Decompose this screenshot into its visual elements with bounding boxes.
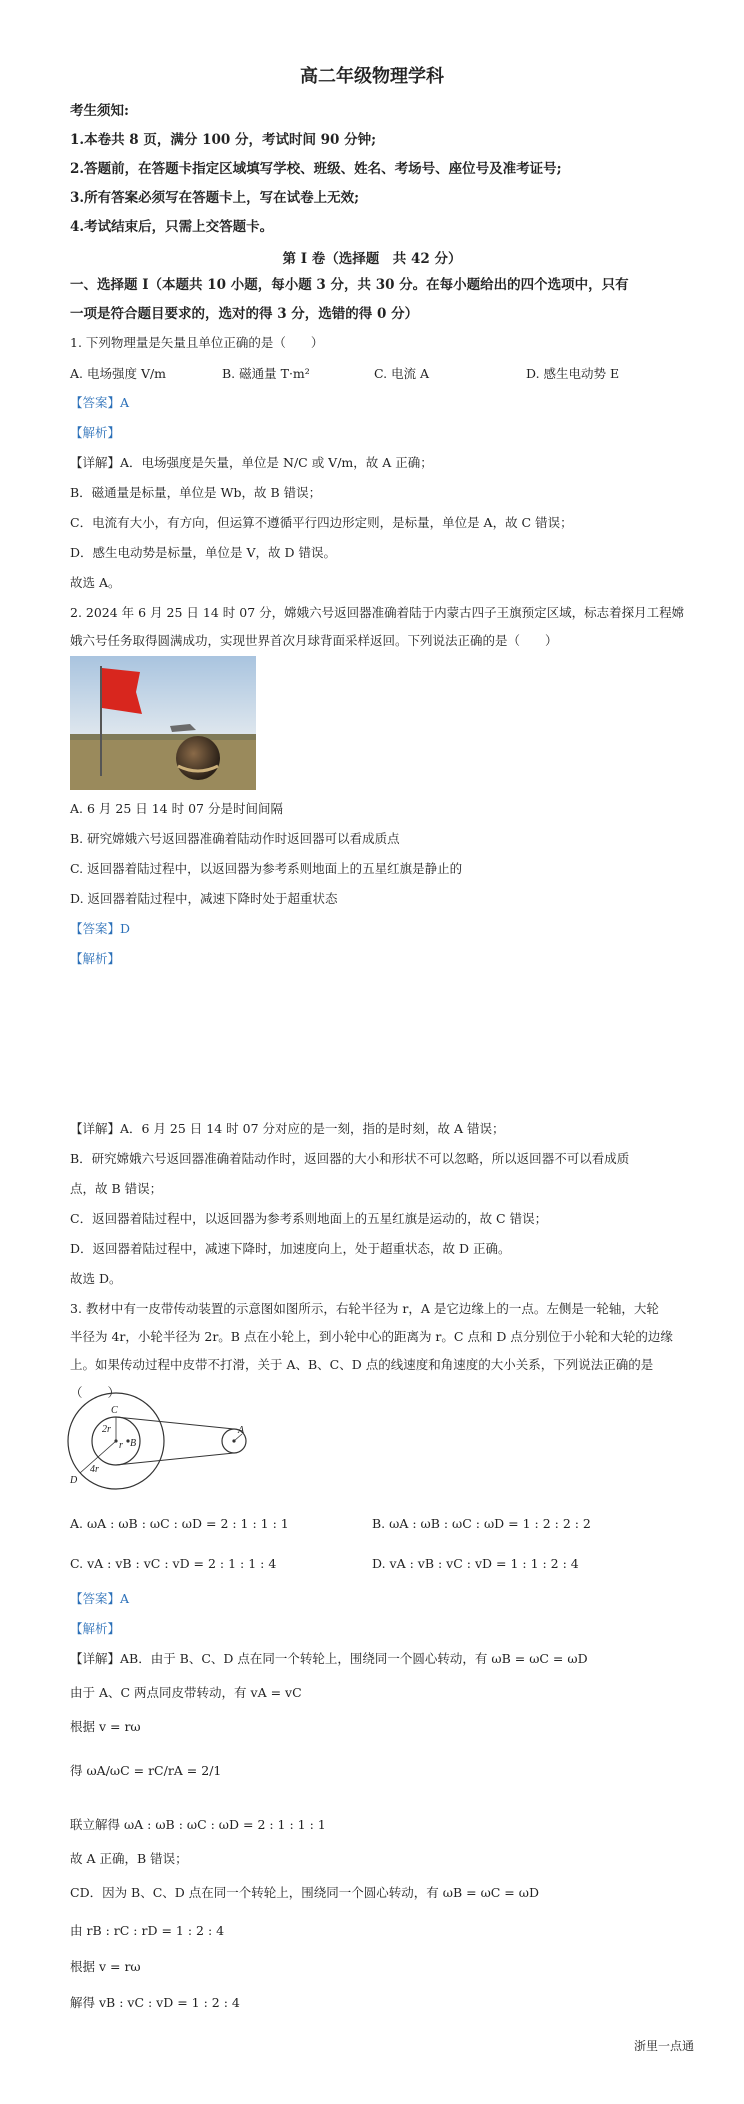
flag-icon (102, 668, 142, 714)
q1-option-d: D. 感生电动势 E (526, 366, 620, 381)
section-title: 第 I 卷（选择题 共 42 分） (282, 251, 462, 267)
q1-option-a: A. 电场强度 V/m (70, 366, 167, 381)
q3-option-d: D. vA : vB : vC : vD = 1 : 1 : 2 : 4 (372, 1556, 579, 1571)
capsule-icon (176, 736, 220, 780)
q2-option-b: B. 研究嫦娥六号返回器准确着陆动作时返回器可以看成质点 (70, 831, 400, 846)
q2-option-c: C. 返回器着陆过程中，以返回器为参考系则地面上的五星红旗是静止的 (70, 861, 463, 876)
label-r: r (119, 1440, 123, 1451)
q3-option-a: A. ωA : ωB : ωC : ωD = 2 : 1 : 1 : 1 (70, 1516, 289, 1531)
q2-analysis-label: 【解析】 (70, 951, 121, 966)
q3-stem: 3. 教材中有一皮带传动装置的示意图如图所示，右轮半径为 r，A 是它边缘上的一点。左侧是一轮轴，大轮 (70, 1301, 659, 1316)
label-4r: 4r (90, 1464, 99, 1475)
page-title: 高二年级物理学科 (300, 66, 444, 87)
q3-detail: 得 ωA/ωC = rC/rA = 2/1 (70, 1763, 222, 1778)
q2-answer: 【答案】D (70, 921, 131, 936)
landing-photo (70, 656, 256, 790)
q2-detail: D．返回器着陆过程中，减速下降时，加速度向上，处于超重状态，故 D 正确。 (70, 1241, 511, 1256)
q3-detail: 【详解】AB．由于 B、C、D 点在同一个转轮上，围绕同一个圆心转动，有 ωB = ωC = ωD (70, 1651, 588, 1666)
q3-stem: 半径为 4r，小轮半径为 2r。B 点在小轮上，到小轮中心的距离为 r。C 点和 D 点分别位于小轮和大轮的边缘 (70, 1329, 673, 1344)
q3-detail: 根据 v = rω (70, 1959, 141, 1974)
q3-detail: CD．因为 B、C、D 点在同一个转轮上，围绕同一个圆心转动，有 ωB = ωC = ωD (70, 1885, 539, 1900)
q3-detail: 故 A 正确，B 错误； (70, 1851, 188, 1866)
q3-detail: 由于 A、C 两点同皮带转动，有 vA = vC (70, 1685, 302, 1700)
q3-stem: （ ） (70, 1385, 121, 1400)
q2-detail: 点，故 B 错误； (70, 1181, 163, 1196)
q3-stem: 上。如果传动过程中皮带不打滑，关于 A、B、C、D 点的线速度和角速度的大小关系，下列说法正确的是 (70, 1357, 654, 1372)
q2-option-a: A. 6 月 25 日 14 时 07 分是时间间隔 (70, 801, 283, 816)
q3-detail: 由 rB : rC : rD = 1 : 2 : 4 (70, 1923, 225, 1938)
q1-detail: 【详解】A．电场强度是矢量，单位是 N/C 或 V/m，故 A 正确； (70, 455, 433, 470)
q3-detail: 根据 v = rω (70, 1719, 141, 1734)
q2-option-d: D. 返回器着陆过程中，减速下降时处于超重状态 (70, 891, 338, 906)
q1-stem: 1. 下列物理量是矢量且单位正确的是（ ） (70, 335, 324, 350)
q2-detail: 【详解】A．6 月 25 日 14 时 07 分对应的是一刻，指的是时刻，故 A 错误； (70, 1121, 505, 1136)
q1-detail: 故选 A。 (70, 575, 121, 590)
label-d: D (70, 1475, 78, 1486)
q2-stem: 娥六号任务取得圆满成功，实现世界首次月球背面采样返回。下列说法正确的是（ ） (70, 633, 558, 648)
q1-option-c: C. 电流 A (374, 366, 430, 381)
notice-item: 4.考试结束后，只需上交答题卡。 (70, 219, 274, 235)
q3-option-b: B. ωA : ωB : ωC : ωD = 1 : 2 : 2 : 2 (372, 1516, 591, 1531)
q3-detail: 联立解得 ωA : ωB : ωC : ωD = 2 : 1 : 1 : 1 (70, 1817, 326, 1832)
q1-analysis-label: 【解析】 (70, 425, 121, 440)
label-b: B (130, 1438, 137, 1449)
notice-item: 2.答题前，在答题卡指定区域填写学校、班级、姓名、考场号、座位号及准考证号; (70, 161, 562, 177)
q1-option-b: B. 磁通量 T·m² (222, 366, 310, 381)
q2-detail: 故选 D。 (70, 1271, 122, 1286)
q1-answer: 【答案】A (70, 395, 130, 410)
q2-detail: C．返回器着陆过程中，以返回器为参考系则地面上的五星红旗是运动的，故 C 错误； (70, 1211, 548, 1226)
q3-answer: 【答案】A (70, 1591, 130, 1606)
notice-item: 3.所有答案必须写在答题卡上，写在试卷上无效; (70, 190, 360, 206)
label-2r: 2r (102, 1424, 111, 1435)
q2-stem: 2. 2024 年 6 月 25 日 14 时 07 分，嫦娥六号返回器准确着陆于内蒙古四子王旗预定区域，标志着探月工程嫦 (70, 605, 685, 620)
belt-drive-figure (66, 1386, 256, 1496)
label-a: A (238, 1425, 245, 1436)
section-intro: 一、选择题 I（本题共 10 小题，每小题 3 分，共 30 分。在每小题给出的四个选项中，只有 (70, 277, 629, 293)
q1-detail: B．磁通量是标量，单位是 Wb，故 B 错误； (70, 485, 322, 500)
footer-brand: 浙里一点通 (633, 2039, 694, 2053)
section-intro: 一项是符合题目要求的，选对的得 3 分，选错的得 0 分） (70, 306, 419, 322)
q1-detail: D．感生电动势是标量，单位是 V，故 D 错误。 (70, 545, 336, 560)
q3-analysis-label: 【解析】 (70, 1621, 121, 1636)
notice-heading: 考生须知: (70, 103, 129, 119)
q3-option-c: C. vA : vB : vC : vD = 2 : 1 : 1 : 4 (70, 1556, 277, 1571)
notice-item: 1.本卷共 8 页，满分 100 分，考试时间 90 分钟; (70, 132, 377, 148)
label-c: C (111, 1405, 118, 1416)
q1-detail: C．电流有大小，有方向，但运算不遵循平行四边形定则，是标量，单位是 A，故 C 错误； (70, 515, 573, 530)
q2-detail: B．研究嫦娥六号返回器准确着陆动作时，返回器的大小和形状不可以忽略，所以返回器不可以看成质 (70, 1151, 630, 1166)
q3-detail: 解得 vB : vC : vD = 1 : 2 : 4 (70, 1995, 240, 2010)
